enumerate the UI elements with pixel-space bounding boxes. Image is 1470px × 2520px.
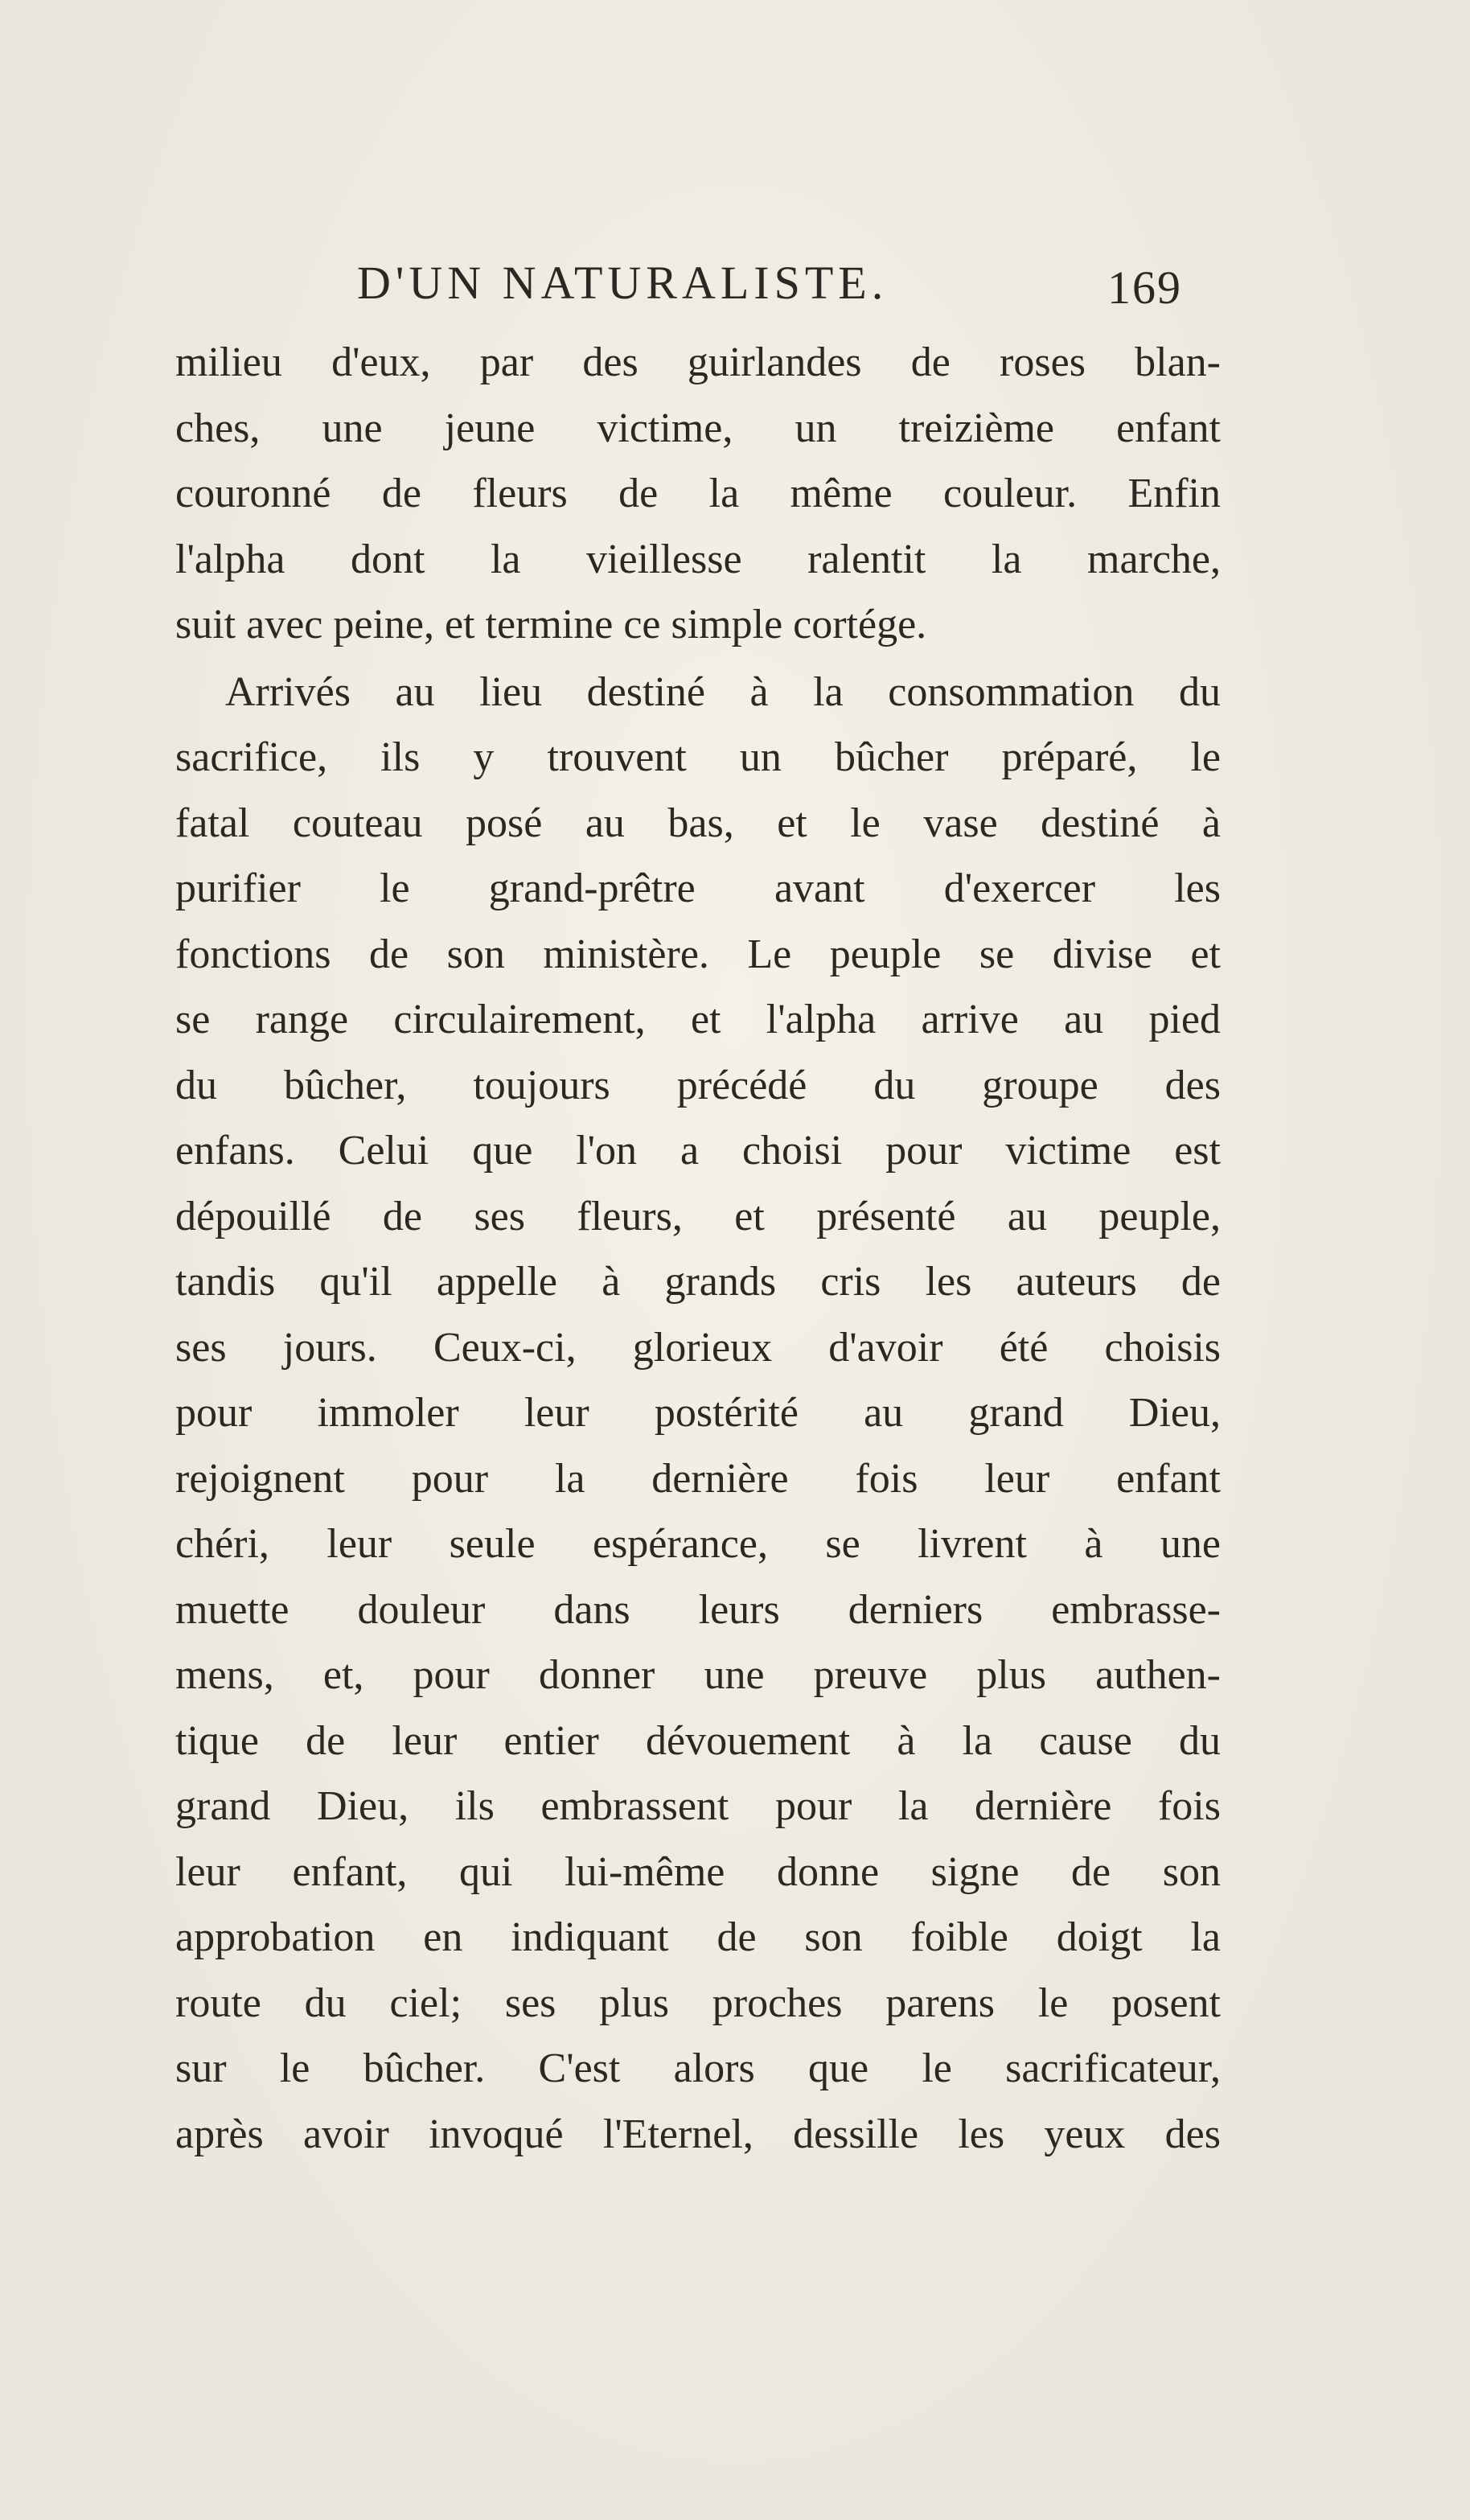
text-line: pour immoler leur postérité au grand Dieu, [175, 1390, 1221, 1436]
text-line: dépouillé de ses fleurs, et présenté au peuple, [175, 1193, 1221, 1239]
text-line: grand Dieu, ils embrassent pour la dernière fois [175, 1783, 1221, 1829]
text-line: fatal couteau posé au bas, et le vase destiné à [175, 800, 1221, 846]
text-line: fonctions de son ministère. Le peuple se divise et [175, 931, 1221, 977]
text-line: sur le bûcher. C'est alors que le sacrificateur, [175, 2045, 1221, 2091]
text-line: se range circulairement, et l'alpha arrive au pied [175, 997, 1221, 1042]
text-line: suit avec peine, et termine ce simple cortége. [175, 602, 927, 647]
text-line: l'alpha dont la vieillesse ralentit la marche, [175, 536, 1221, 582]
text-line: couronné de fleurs de la même couleur. Enfin [175, 471, 1221, 516]
text-line: ses jours. Ceux-ci, glorieux d'avoir été choisis [175, 1324, 1221, 1371]
page-number: 169 [1107, 261, 1182, 314]
text-line: purifier le grand-prêtre avant d'exercer les [175, 865, 1221, 911]
text-line: rejoignent pour la dernière fois leur enfant [175, 1455, 1221, 1502]
running-title: D'UN NATURALISTE. [357, 257, 889, 309]
text-line: route du ciel; ses plus proches parens le posent [175, 1979, 1221, 2026]
text-line: enfans. Celui que l'on a choisi pour victime est [175, 1128, 1221, 1174]
paragraph-1 [175, 330, 1221, 658]
text-line: après avoir invoqué l'Eternel, dessille les yeux des [175, 2111, 1221, 2157]
body-text [175, 330, 1221, 2167]
text-line: mens, et, pour donner une preuve plus authen- [175, 1652, 1221, 1698]
text-line: leur enfant, qui lui-même donne signe de son [175, 1848, 1221, 1895]
text-line: chéri, leur seule espérance, se livrent à une [175, 1521, 1221, 1567]
text-line: ches, une jeune victime, un treizième enfant [175, 405, 1221, 451]
text-line: Arrivés au lieu destiné à la consommation du [225, 668, 1221, 715]
text-line: sacrifice, ils y trouvent un bûcher préparé, le [175, 734, 1221, 780]
text-line: approbation en indiquant de son foible doigt la [175, 1914, 1221, 1960]
text-line: du bûcher, toujours précédé du groupe des [175, 1062, 1221, 1108]
paragraph-2 [175, 660, 1221, 2168]
text-line: tique de leur entier dévouement à la cause du [175, 1717, 1221, 1764]
text-line: tandis qu'il appelle à grands cris les auteurs de [175, 1259, 1221, 1305]
text-line: milieu d'eux, par des guirlandes de roses blan- [175, 339, 1221, 385]
running-head [179, 256, 1224, 320]
text-line: muette douleur dans leurs derniers embrasse- [175, 1586, 1221, 1633]
